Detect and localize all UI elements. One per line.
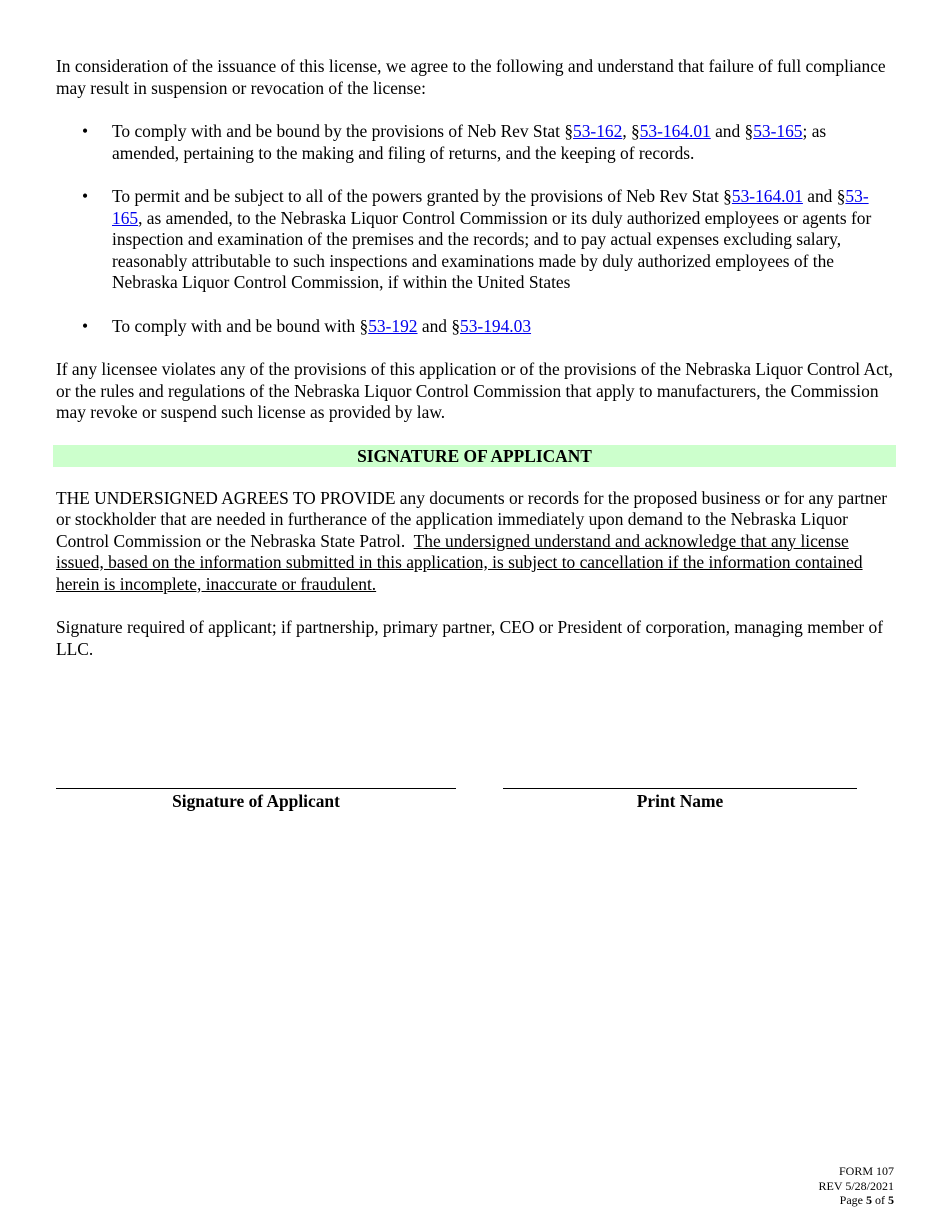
print-name-field[interactable] bbox=[503, 774, 857, 813]
violation-paragraph: If any licensee violates any of the provisions of this application or of the provisions of the Nebraska Liquor Control Act, or the rules and regulations of the Nebraska Liquor Control Commission that apply to manufacturers, the Commission may revoke or suspend such license as provided by law. bbox=[56, 359, 893, 422]
undersigned-acknowledgement: The undersigned understand and acknowledge that any license issued, based on the information submitted in this application, is subject to cancellation if the information contained herein is incomplete, inaccurate or fraudulent. bbox=[56, 530, 863, 594]
applicant-signature-field[interactable] bbox=[56, 774, 456, 813]
statute-link-53-164-01[interactable]: 53-164.01 bbox=[639, 121, 711, 141]
form-footer bbox=[819, 1164, 894, 1208]
signature-block bbox=[56, 774, 896, 814]
bullet-icon: • bbox=[82, 186, 89, 206]
statute-link-53-194-03[interactable]: 53-194.03 bbox=[460, 315, 532, 336]
form-number: FORM 107 bbox=[838, 1164, 894, 1178]
intro-paragraph: In consideration of the issuance of this license, we agree to the following and understand that failure of full compliance may result in suspension or revocation of the license: bbox=[56, 56, 886, 98]
statute-link-53-164-01[interactable]: 53-164.01 bbox=[731, 186, 803, 206]
term-item-2: • To permit and be subject to all of the powers granted by the provisions of Neb Rev Stat §53-164.01 and §53-165, as amended, to the Nebraska Liquor Control Commission or its duly authorized employees or agents for inspection and examination of the premises and the records; and to pay actual expenses excluding salary, reasonably attributable to such inspections and examinations made by duly authorized employees of the Nebraska Liquor Control Commission, if within the United States bbox=[82, 186, 872, 292]
document-page bbox=[56, 56, 896, 811]
terms-list bbox=[56, 121, 896, 337]
bullet-icon: • bbox=[82, 315, 89, 336]
undersigned-paragraph bbox=[56, 488, 896, 596]
applicant-signature-label: Signature of Applicant bbox=[172, 791, 340, 811]
statute-link-53-165[interactable]: 53-165 bbox=[753, 121, 803, 141]
signature-section-header: SIGNATURE OF APPLICANT bbox=[53, 445, 896, 467]
print-name-label: Print Name bbox=[636, 791, 724, 811]
signature-line bbox=[56, 774, 456, 789]
page-number: Page 5 of 5 bbox=[839, 1193, 894, 1207]
statute-link-53-162[interactable]: 53-162 bbox=[573, 121, 623, 141]
term-item-3: • To comply with and be bound with §53-192 and §53-194.03 bbox=[82, 315, 532, 336]
form-revision: REV 5/28/2021 bbox=[818, 1178, 894, 1193]
bullet-icon: • bbox=[82, 121, 89, 141]
undersigned-lead: THE UNDERSIGNED AGREES TO PROVIDE any documents or records for the proposed business or for any partner or stockholder that are needed in furtherance of the application immediately upon demand to the Nebraska Liquor Control Commission or the Nebraska State Patrol. bbox=[56, 487, 888, 551]
statute-link-53-192[interactable]: 53-192 bbox=[368, 315, 418, 336]
statute-link-53-165[interactable]: 53-165 bbox=[112, 186, 869, 228]
term-item-1: • To comply with and be bound by the provisions of Neb Rev Stat §53-162, §53-164.01 and §53-165; as amended, pertaining to the making and filing of returns, and the keeping of records. bbox=[82, 121, 827, 163]
print-name-line bbox=[503, 774, 857, 789]
signature-requirement-paragraph: Signature required of applicant; if partnership, primary partner, CEO or President of corporation, managing member of LLC. bbox=[56, 617, 884, 659]
